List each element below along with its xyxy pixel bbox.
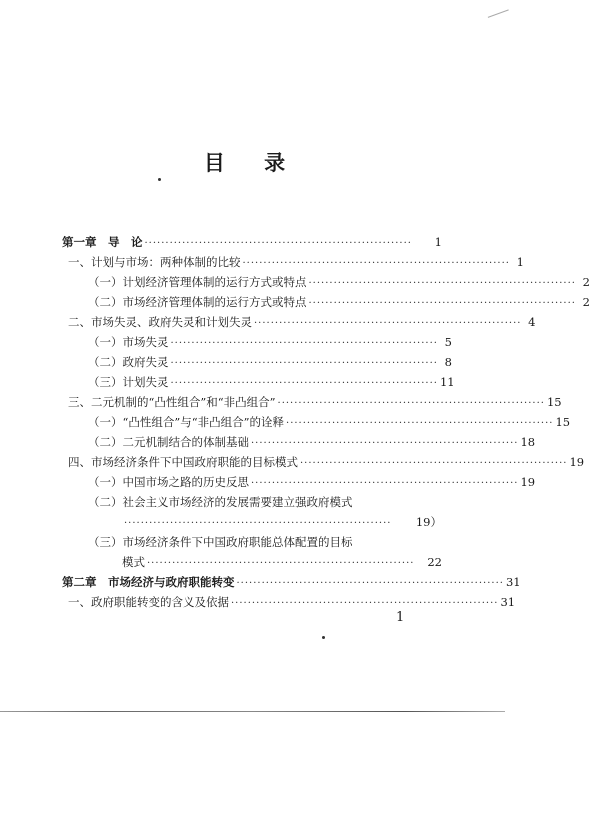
toc-label: 二、市场失灵、政府失灵和计划失灵 xyxy=(68,315,252,329)
toc-page-number: 19 xyxy=(520,475,536,489)
dot-leader: ································································ xyxy=(254,318,522,329)
toc-label: （二）社会主义市场经济的发展需要建立强政府模式 xyxy=(88,495,353,509)
toc-entry-subsection[interactable] xyxy=(62,472,536,492)
toc-entry-subsection-wrapped[interactable] xyxy=(62,492,442,532)
toc-entry-subsection[interactable] xyxy=(62,292,590,312)
toc-label: 一、政府职能转变的含义及依据 xyxy=(68,595,229,609)
dot-leader: ································································ xyxy=(236,578,504,589)
scan-speck xyxy=(322,636,325,639)
toc-page-number: 22 xyxy=(427,555,442,569)
dot-leader: ································································ xyxy=(170,358,438,369)
dot-leader: ································································ xyxy=(144,238,412,249)
toc-entry-section[interactable] xyxy=(62,452,585,472)
toc-page-number: 2 xyxy=(582,295,590,309)
toc-entry-subsection[interactable] xyxy=(62,332,452,352)
toc-label: （二）市场经济管理体制的运行方式或特点 xyxy=(88,295,307,309)
toc-page-number: 31 xyxy=(505,575,521,589)
toc-entry-subsection[interactable] xyxy=(62,372,455,392)
page-edge-line xyxy=(0,711,505,712)
toc-page-number: 19） xyxy=(415,515,442,529)
corner-scan-mark xyxy=(484,0,508,18)
dot-leader: ································································ xyxy=(242,258,510,269)
toc-entry-subsection[interactable] xyxy=(62,432,536,452)
toc-continuation xyxy=(62,552,442,572)
dot-leader: ································································ xyxy=(170,338,438,349)
toc-page-number: 2 xyxy=(582,275,590,289)
toc-page-number: 1 xyxy=(516,255,524,269)
toc-label: （三）市场经济条件下中国政府职能总体配置的目标 xyxy=(88,535,353,549)
toc-label: （二）二元机制结合的体制基础 xyxy=(88,435,249,449)
toc-page-number: 15 xyxy=(546,395,562,409)
dot-leader: ································································ xyxy=(308,278,576,289)
toc-page-number: 18 xyxy=(520,435,536,449)
dot-leader: ································································ xyxy=(170,378,438,389)
dot-leader: ································································ xyxy=(251,438,519,449)
toc-page-number: 31 xyxy=(500,595,516,609)
toc-label: （一）市场失灵 xyxy=(88,335,169,349)
toc-entry-subsection[interactable] xyxy=(62,272,590,292)
page-title: 目 录 xyxy=(203,151,302,175)
toc-page-number: 19 xyxy=(569,455,585,469)
toc-entry-section[interactable] xyxy=(62,392,562,412)
toc-page-number: 11 xyxy=(439,375,455,389)
toc-label: （一）中国市场之路的历史反思 xyxy=(88,475,249,489)
toc-page-number: 8 xyxy=(444,355,452,369)
dot-leader: ································································ xyxy=(286,418,554,429)
toc-page-number: 4 xyxy=(528,315,536,329)
toc-label: 三、二元机制的“凸性组合”和“非凸组合” xyxy=(68,395,276,409)
toc-page-number: 15 xyxy=(555,415,571,429)
toc-entry-subsection[interactable] xyxy=(62,412,571,432)
toc-label: 一、计划与市场：两种体制的比较 xyxy=(68,255,241,269)
toc-label: 第一章 导 论 xyxy=(62,235,143,249)
toc-entry-section[interactable] xyxy=(62,252,524,272)
toc-entry-chapter-2[interactable] xyxy=(62,572,521,592)
toc-label: （三）计划失灵 xyxy=(88,375,169,389)
dot-leader: ································································ xyxy=(300,458,568,469)
dot-leader: ································································ xyxy=(124,518,392,529)
toc-label: （一）“凸性组合”与“非凸组合”的诠释 xyxy=(88,415,285,429)
toc-page-number: 5 xyxy=(444,335,452,349)
toc-entry-chapter-1[interactable] xyxy=(62,232,442,252)
scan-speck xyxy=(158,178,161,181)
toc-label-continued: 模式 xyxy=(122,555,145,569)
dot-leader: ································································ xyxy=(231,598,499,609)
toc-entry-section[interactable] xyxy=(62,592,516,612)
dot-leader: ································································ xyxy=(147,558,415,569)
toc-label: 四、市场经济条件下中国政府职能的目标模式 xyxy=(68,455,298,469)
toc-page-number: 1 xyxy=(434,235,442,249)
toc-label: 第二章 市场经济与政府职能转变 xyxy=(62,575,235,589)
page-number: 1 xyxy=(396,610,405,625)
toc-entry-subsection[interactable] xyxy=(62,352,452,372)
dot-leader: ································································ xyxy=(308,298,576,309)
dot-leader: ································································ xyxy=(251,478,519,489)
toc-label: （二）政府失灵 xyxy=(88,355,169,369)
toc-continuation xyxy=(62,512,442,532)
toc-label: （一）计划经济管理体制的运行方式或特点 xyxy=(88,275,307,289)
toc-entry-subsection-wrapped[interactable] xyxy=(62,532,442,572)
dot-leader: ································································ xyxy=(277,398,545,409)
toc-entry-section[interactable] xyxy=(62,312,536,332)
table-of-contents xyxy=(62,232,590,612)
